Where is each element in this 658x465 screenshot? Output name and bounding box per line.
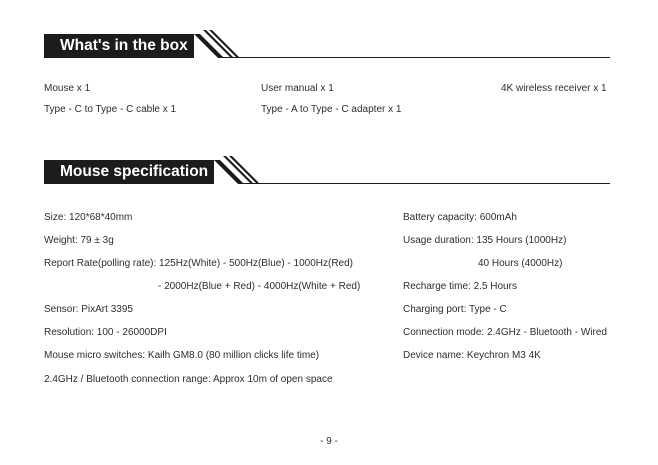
spec-recharge-time: Recharge time: 2.5 Hours (403, 281, 517, 292)
spec-size: Size: 120*68*40mm (44, 212, 133, 223)
box-item-cable: Type - C to Type - C cable x 1 (44, 104, 177, 115)
box-item-adapter: Type - A to Type - C adapter x 1 (261, 104, 402, 115)
box-section-rule (219, 57, 610, 58)
spec-section-header (44, 160, 610, 184)
spec-section-title: Mouse specification (44, 160, 214, 184)
spec-range: 2.4GHz / Bluetooth connection range: Approx 10m of open space (44, 374, 333, 385)
header-stripes-icon (194, 30, 254, 58)
spec-report-rate: Report Rate(polling rate): 125Hz(White) - 500Hz(Blue) - 1000Hz(Red) (44, 258, 354, 269)
box-item-user-manual: User manual x 1 (261, 83, 334, 94)
spec-section-rule (239, 183, 610, 184)
box-item-mouse: Mouse x 1 (44, 83, 91, 94)
spec-usage-duration-cont: 40 Hours (4000Hz) (478, 258, 563, 269)
box-section-header (44, 34, 610, 58)
box-item-receiver: 4K wireless receiver x 1 (501, 83, 607, 94)
header-stripes-icon (214, 156, 274, 184)
spec-switches: Mouse micro switches: Kailh GM8.0 (80 million clicks life time) (44, 350, 320, 361)
spec-resolution: Resolution: 100 - 26000DPI (44, 327, 167, 338)
spec-connection-mode: Connection mode: 2.4GHz - Bluetooth - Wired (403, 327, 607, 338)
box-section-title: What's in the box (44, 34, 194, 58)
page-number: - 9 - (320, 436, 338, 447)
spec-battery: Battery capacity: 600mAh (403, 212, 517, 223)
spec-charging-port: Charging port: Type - C (403, 304, 507, 315)
spec-sensor: Sensor: PixArt 3395 (44, 304, 133, 315)
spec-report-rate-cont: - 2000Hz(Blue + Red) - 4000Hz(White + Red) (158, 281, 361, 292)
spec-device-name: Device name: Keychron M3 4K (403, 350, 541, 361)
spec-usage-duration: Usage duration: 135 Hours (1000Hz) (403, 235, 567, 246)
spec-weight: Weight: 79 ± 3g (44, 235, 114, 246)
